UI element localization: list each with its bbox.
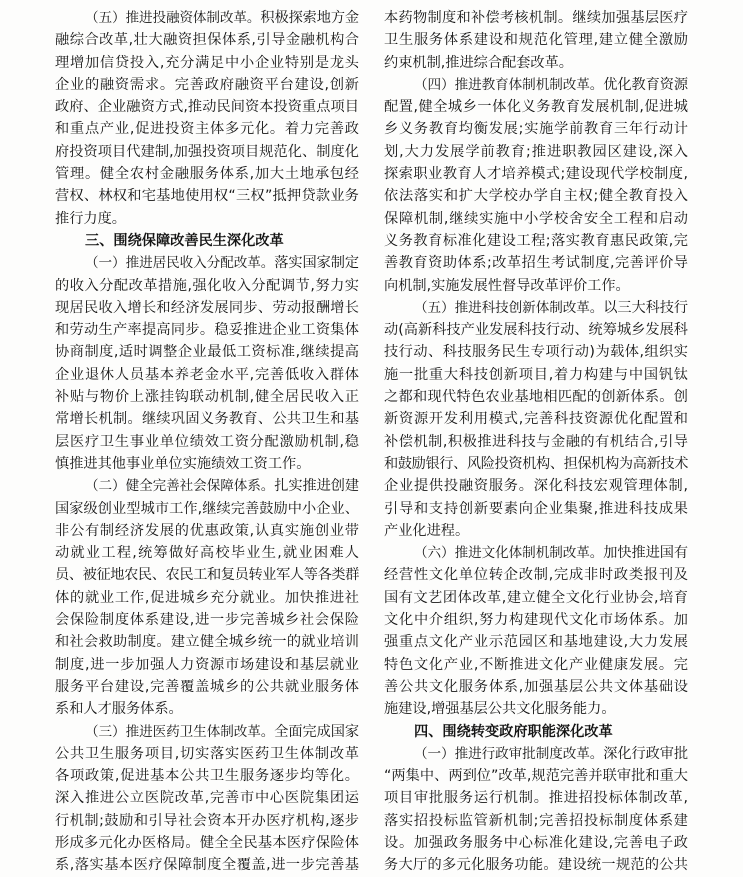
text-line	[384, 341, 688, 363]
line-text: 划,大力发展学前教育;推进职教园区建设,深入	[384, 143, 688, 160]
line-text: 之都和现代特色农业基地相匹配的创新体系。创	[384, 389, 688, 406]
line-text: 管理。健全农村金融服务体系,加大土地承包经	[55, 166, 359, 183]
text-line	[384, 431, 688, 453]
line-text: 卫生服务体系建设和规范化管理,建立健全激励	[384, 32, 688, 49]
line-text: 和鼓励银行、风险投资机构、担保机构为高新技术	[384, 455, 688, 472]
line-text: 层医疗卫生事业单位绩效工资分配激励机制,稳	[55, 433, 359, 450]
line-text: 强重点文化产业示范园区和基地建设,大力发展	[384, 634, 688, 651]
line-text: 以三大科技行	[603, 299, 688, 316]
line-text: 依法落实和扩大学校办学自主权;健全教育投入	[384, 188, 688, 205]
subsection-title: （一）推进居民收入分配改革。	[85, 255, 275, 272]
line-text: 系,落实基本医疗保障制度全覆盖,进一步完善基	[55, 857, 359, 874]
text-line	[384, 832, 688, 854]
line-text: 和重点产业,促进投资主体多元化。着力完善政	[55, 121, 359, 138]
text-line	[55, 185, 359, 207]
text-line	[384, 319, 688, 341]
line-text: 动(高新科技产业发展科技行动、统筹城乡发展科	[384, 322, 688, 339]
line-text: 积极探索地方金	[260, 10, 359, 26]
text-line	[55, 364, 359, 386]
text-line	[384, 453, 688, 475]
line-text: 特色文化产业,不断推进文化产业健康发展。完	[384, 656, 688, 673]
line-text: 推行力度。	[55, 210, 126, 227]
line-text: 现居民收入增长和经济发展同步、劳动报酬增长	[55, 299, 359, 316]
text-line	[384, 163, 688, 185]
text-line	[55, 520, 359, 542]
text-line	[384, 631, 688, 653]
text-line	[55, 141, 359, 163]
line-text: 政府、企业融资方式,推动民间资本投资重点项目	[55, 99, 359, 116]
text-line	[384, 676, 688, 698]
text-line	[55, 631, 359, 653]
line-text: 协商制度,适时调整企业最低工资标准,继续提高	[55, 344, 359, 361]
right-column	[384, 7, 688, 877]
section-heading	[55, 230, 359, 252]
section-heading	[384, 721, 688, 743]
text-line	[55, 564, 359, 586]
text-line	[384, 587, 688, 609]
line-text: 善公共文化服务体系,加强基层公共文体基础设	[384, 678, 688, 695]
line-text: 各项政策,促进基本公共卫生服务逐步均等化。	[55, 768, 359, 785]
text-line	[384, 854, 688, 876]
text-line	[384, 230, 688, 252]
text-line	[384, 498, 688, 520]
line-text: 三、围绕保障改善民生深化改革	[85, 232, 284, 249]
text-line	[384, 609, 688, 631]
text-line	[55, 163, 359, 185]
line-text: 理增加信贷投入,充分满足中小企业特别是龙头	[55, 54, 359, 71]
text-line	[384, 810, 688, 832]
text-line	[384, 787, 688, 809]
text-line	[384, 297, 688, 319]
text-line	[55, 252, 359, 274]
line-text: 形成多元化办医格局。健全全民基本医疗保险体	[55, 834, 359, 851]
text-line	[384, 141, 688, 163]
text-line	[55, 297, 359, 319]
line-text: 行机制;鼓励和引导社会资本开办医疗机构,逐步	[55, 812, 359, 829]
text-line	[55, 118, 359, 140]
subsection-title: （五）推进科技创新体制改革。	[414, 299, 604, 316]
line-text: 融综合改革,壮大融资担保体系,引导金融机构合	[55, 32, 359, 49]
line-text: 技行动、科技服务民生专项行动)为载体,组织实	[384, 344, 688, 361]
text-line	[55, 654, 359, 676]
text-line	[55, 676, 359, 698]
line-text: 动就业工程,统筹做好高校毕业生,就业困难人	[55, 545, 359, 562]
text-line	[384, 7, 688, 29]
line-text: 慎推进其他事业单位实施绩效工资工作。	[55, 455, 311, 472]
text-line	[384, 185, 688, 207]
text-line	[55, 96, 359, 118]
text-line	[55, 386, 359, 408]
line-text: 制度,进一步加强人力资源市场建设和基层就业	[55, 656, 359, 673]
line-text: 补偿机制,积极推进科技与金融的有机结合,引导	[384, 433, 688, 450]
text-line	[384, 118, 688, 140]
line-text: 加快推进国有	[603, 545, 688, 562]
text-line	[55, 52, 359, 74]
line-text: 非公有制经济发展的优惠政策,认真实施创业带	[55, 522, 359, 539]
line-text: 企业提供投融资服务。深化科技宏观管理体制,	[384, 478, 688, 495]
text-line	[384, 698, 688, 720]
line-text: 施建设,增强基层公共文化服务能力。	[384, 701, 616, 718]
line-text: 会保险制度体系建设,进一步完善城乡社会保险	[55, 612, 359, 629]
text-line	[55, 587, 359, 609]
line-text: 国有文艺团体改革,建立健全文化行业协会,培育	[384, 589, 688, 606]
text-line	[384, 475, 688, 497]
text-line	[55, 74, 359, 96]
line-text: 企业的融资需求。完善政府融资平台建设,创新	[55, 76, 359, 93]
text-line	[55, 698, 359, 720]
text-line	[55, 341, 359, 363]
text-line	[55, 453, 359, 475]
text-line	[55, 475, 359, 497]
line-text: 落实招投标监管新机制;完善招投标制度体系建	[384, 812, 688, 829]
line-text: 深入推进公立医院改革,完善市中心医院集团运	[55, 790, 359, 807]
line-text: 文化中介组织,努力构建现代文化市场体系。加	[384, 612, 688, 629]
text-line	[384, 364, 688, 386]
text-line	[55, 542, 359, 564]
line-text: 探索职业教育人才培养模式;建设现代学校制度,	[384, 166, 688, 183]
line-text: 务大厅的多元化服务功能。建设统一规范的公共	[384, 857, 688, 874]
line-text: 产业化进程。	[384, 522, 470, 539]
text-line	[55, 721, 359, 743]
subsection-title: （二）健全完善社会保障体系。	[85, 478, 275, 495]
line-text: 本药物制度和补偿考核机制。继续加强基层医疗	[384, 10, 688, 26]
text-line	[384, 743, 688, 765]
line-text: 落实国家制定	[274, 255, 359, 272]
subsection-title: （一）推进行政审批制度改革。	[414, 745, 604, 762]
line-text: 项目审批服务运行机制。推进招投标体制改革,	[384, 790, 688, 807]
text-line	[55, 431, 359, 453]
line-text: 员、被征地农民、农民工和复员转业军人等各类群	[55, 567, 359, 584]
text-line	[55, 408, 359, 430]
text-line	[384, 52, 688, 74]
line-text: 公共卫生服务项目,切实落实医药卫生体制改革	[55, 745, 359, 762]
line-text: 和劳动生产率提高同步。稳妥推进企业工资集体	[55, 322, 359, 339]
line-text: 施一批重大科技创新项目,着力构建与中国钒钛	[384, 366, 688, 383]
text-line	[55, 319, 359, 341]
text-line	[55, 29, 359, 51]
text-line	[55, 498, 359, 520]
text-line	[384, 208, 688, 230]
subsection-title: （五）推进投融资体制改革。	[85, 10, 261, 26]
line-text: 扎实推进创建	[274, 478, 359, 495]
text-line	[384, 74, 688, 96]
line-text: 约束机制,推进综合配套改革。	[384, 54, 573, 71]
text-line	[55, 7, 359, 29]
text-line	[55, 832, 359, 854]
text-line	[55, 765, 359, 787]
text-line	[384, 96, 688, 118]
text-line	[384, 564, 688, 586]
line-text: 体的就业工作,促进城乡充分就业。加快推进社	[55, 589, 359, 606]
line-text: 国家级创业型城市工作,继续完善鼓励中小企业、	[55, 500, 359, 517]
text-line	[55, 854, 359, 876]
line-text: 设。加强政务服务中心标准化建设,完善电子政	[384, 834, 688, 851]
text-line	[384, 252, 688, 274]
subsection-title: （四）推进教育体制机制改革。	[414, 76, 604, 93]
subsection-title: （三）推进医药卫生体制改革。	[85, 723, 275, 740]
text-line	[384, 386, 688, 408]
line-text: 优化教育资源	[603, 76, 688, 93]
line-text: 的收入分配改革措施,强化收入分配调节,努力实	[55, 277, 359, 294]
line-text: 配置,健全城乡一体化义务教育发展机制,促进城	[384, 99, 688, 116]
text-line	[384, 29, 688, 51]
text-line	[384, 654, 688, 676]
line-text: 和社会救助制度。建立健全城乡统一的就业培训	[55, 634, 359, 651]
line-text: 乡义务教育均衡发展;实施学前教育三年行动计	[384, 121, 688, 138]
left-column	[55, 7, 359, 877]
line-text: 全面完成国家	[274, 723, 359, 740]
line-text: 深化行政审批	[603, 745, 688, 762]
line-text: 经营性文化单位转企改制,完成非时政类报刊及	[384, 567, 688, 584]
subsection-title: （六）推进文化体制机制改革。	[414, 545, 604, 562]
line-text: 义务教育标准化建设工程;落实教育惠民政策,完	[384, 232, 688, 249]
line-text: 向机制,实施发展性督导改革评价工作。	[384, 277, 630, 294]
line-text: 企业退休人员基本养老金水平,完善低收入群体	[55, 366, 359, 383]
line-text: “两集中、两到位”改革,规范完善并联审批和重大	[384, 768, 688, 785]
line-text: 系和人才服务体系。	[55, 701, 183, 718]
line-text: 新资源开发利用模式,完善科技资源优化配置和	[384, 411, 688, 428]
text-line	[384, 275, 688, 297]
line-text: 四、围绕转变政府职能深化改革	[414, 723, 613, 740]
line-text: 常增长机制。继续巩固义务教育、公共卫生和基	[55, 411, 359, 428]
text-line	[55, 609, 359, 631]
text-line	[55, 810, 359, 832]
text-line	[384, 542, 688, 564]
text-line	[55, 743, 359, 765]
line-text: 府投资项目代建制,加强投资项目规范化、制度化	[55, 143, 359, 160]
text-line	[384, 765, 688, 787]
line-text: 引导和支持创新要素向企业集聚,推进科技成果	[384, 500, 688, 517]
text-line	[55, 275, 359, 297]
line-text: 服务平台建设,完善覆盖城乡的公共就业服务体	[55, 678, 359, 695]
text-line	[55, 208, 359, 230]
text-line	[384, 408, 688, 430]
line-text: 补贴与物价上涨挂钩联动机制,健全居民收入正	[55, 389, 359, 406]
text-line	[384, 520, 688, 542]
line-text: 善教育资助体系;改革招生考试制度,完善评价导	[384, 255, 688, 272]
text-line	[55, 787, 359, 809]
line-text: 营权、林权和宅基地使用权“三权”抵押贷款业务	[55, 188, 359, 205]
line-text: 保障机制,继续实施中小学校舍安全工程和启动	[384, 210, 688, 227]
